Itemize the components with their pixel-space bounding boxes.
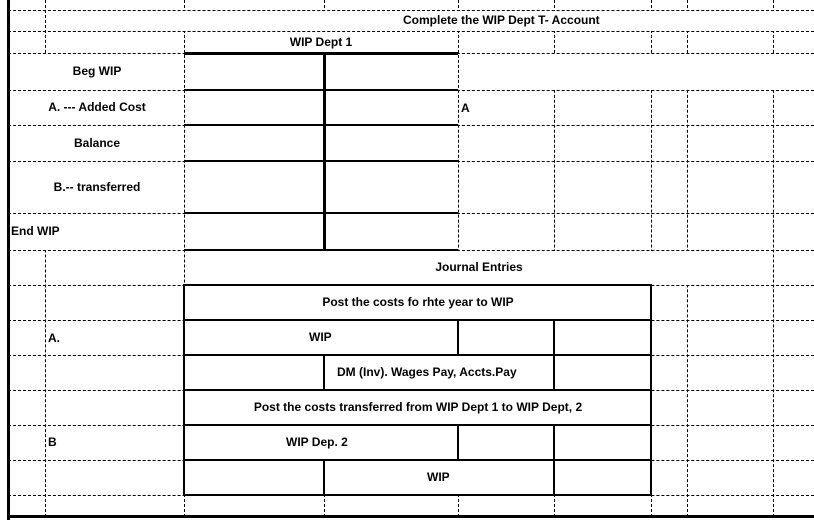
t-account-line <box>184 89 458 91</box>
journal-line <box>553 355 555 390</box>
sheet-border-left <box>7 0 10 520</box>
journal-entry-a-credit-account: DM (Inv). Wages Pay, Accts.Pay <box>337 365 517 379</box>
t-account-bottom-line <box>184 249 458 251</box>
t-row-label-transferred: B.-- transferred <box>53 180 141 194</box>
journal-line <box>650 284 652 496</box>
t-cell-transferred-debit[interactable] <box>186 163 322 211</box>
journal-title: Journal Entries <box>435 260 523 274</box>
journal-line <box>457 425 459 460</box>
sheet-border-bottom <box>7 515 814 518</box>
t-cell-beg-wip-debit[interactable] <box>186 55 322 88</box>
journal-line <box>184 319 652 321</box>
journal-line <box>184 389 652 391</box>
t-cell-transferred-credit[interactable] <box>327 163 457 211</box>
journal-entry-b-description: Post the costs transferred from WIP Dept 1 to WIP Dept, 2 <box>253 400 583 414</box>
journal-entry-a-description: Post the costs fo rhte year to WIP <box>322 295 514 309</box>
journal-line <box>183 284 185 496</box>
journal-line <box>184 354 652 356</box>
journal-line <box>184 284 652 286</box>
journal-line <box>457 320 459 355</box>
journal-entry-b-credit-account: WIP <box>427 470 450 484</box>
t-account-header: WIP Dept 1 <box>289 35 353 49</box>
merged-cell <box>459 54 814 90</box>
t-cell-added-cost-credit[interactable] <box>327 92 457 123</box>
t-cell-end-wip-credit[interactable] <box>327 215 457 248</box>
journal-line <box>553 320 555 355</box>
journal-line <box>323 460 325 495</box>
journal-line <box>184 424 652 426</box>
t-account-divider <box>323 53 326 250</box>
journal-entry-a-debit-amount[interactable] <box>460 322 552 353</box>
t-account-line <box>184 160 458 162</box>
journal-line <box>553 460 555 495</box>
journal-entry-b-debit-amount[interactable] <box>460 427 552 458</box>
t-cell-end-wip-debit[interactable] <box>186 215 322 248</box>
t-cell-added-cost-debit[interactable] <box>186 92 322 123</box>
journal-entry-b-credit-amount[interactable] <box>556 462 649 493</box>
journal-entry-a-marker: A. <box>48 331 60 345</box>
t-cell-balance-debit[interactable] <box>186 127 322 159</box>
journal-entry-b-debit-account: WIP Dep. 2 <box>286 435 348 449</box>
t-row-label-balance: Balance <box>73 136 121 150</box>
t-row-label-beg-wip: Beg WIP <box>72 64 122 78</box>
journal-line <box>184 494 652 496</box>
page-title: Complete the WIP Dept T- Account <box>403 13 600 27</box>
journal-line <box>553 425 555 460</box>
t-cell-beg-wip-credit[interactable] <box>327 55 457 88</box>
journal-line <box>323 355 325 390</box>
t-cell-balance-credit[interactable] <box>327 127 457 159</box>
journal-entry-b-marker: B <box>48 435 57 449</box>
journal-entry-a-debit-account: WIP <box>309 330 332 344</box>
journal-line <box>184 459 652 461</box>
t-account-line <box>184 212 458 214</box>
journal-entry-a-credit-amount[interactable] <box>556 357 649 388</box>
t-row-label-added-cost: A. --- Added Cost <box>48 100 146 114</box>
side-marker-a: A <box>461 101 470 115</box>
t-row-label-end-wip: End WIP <box>11 224 60 238</box>
t-account-line <box>184 124 458 126</box>
